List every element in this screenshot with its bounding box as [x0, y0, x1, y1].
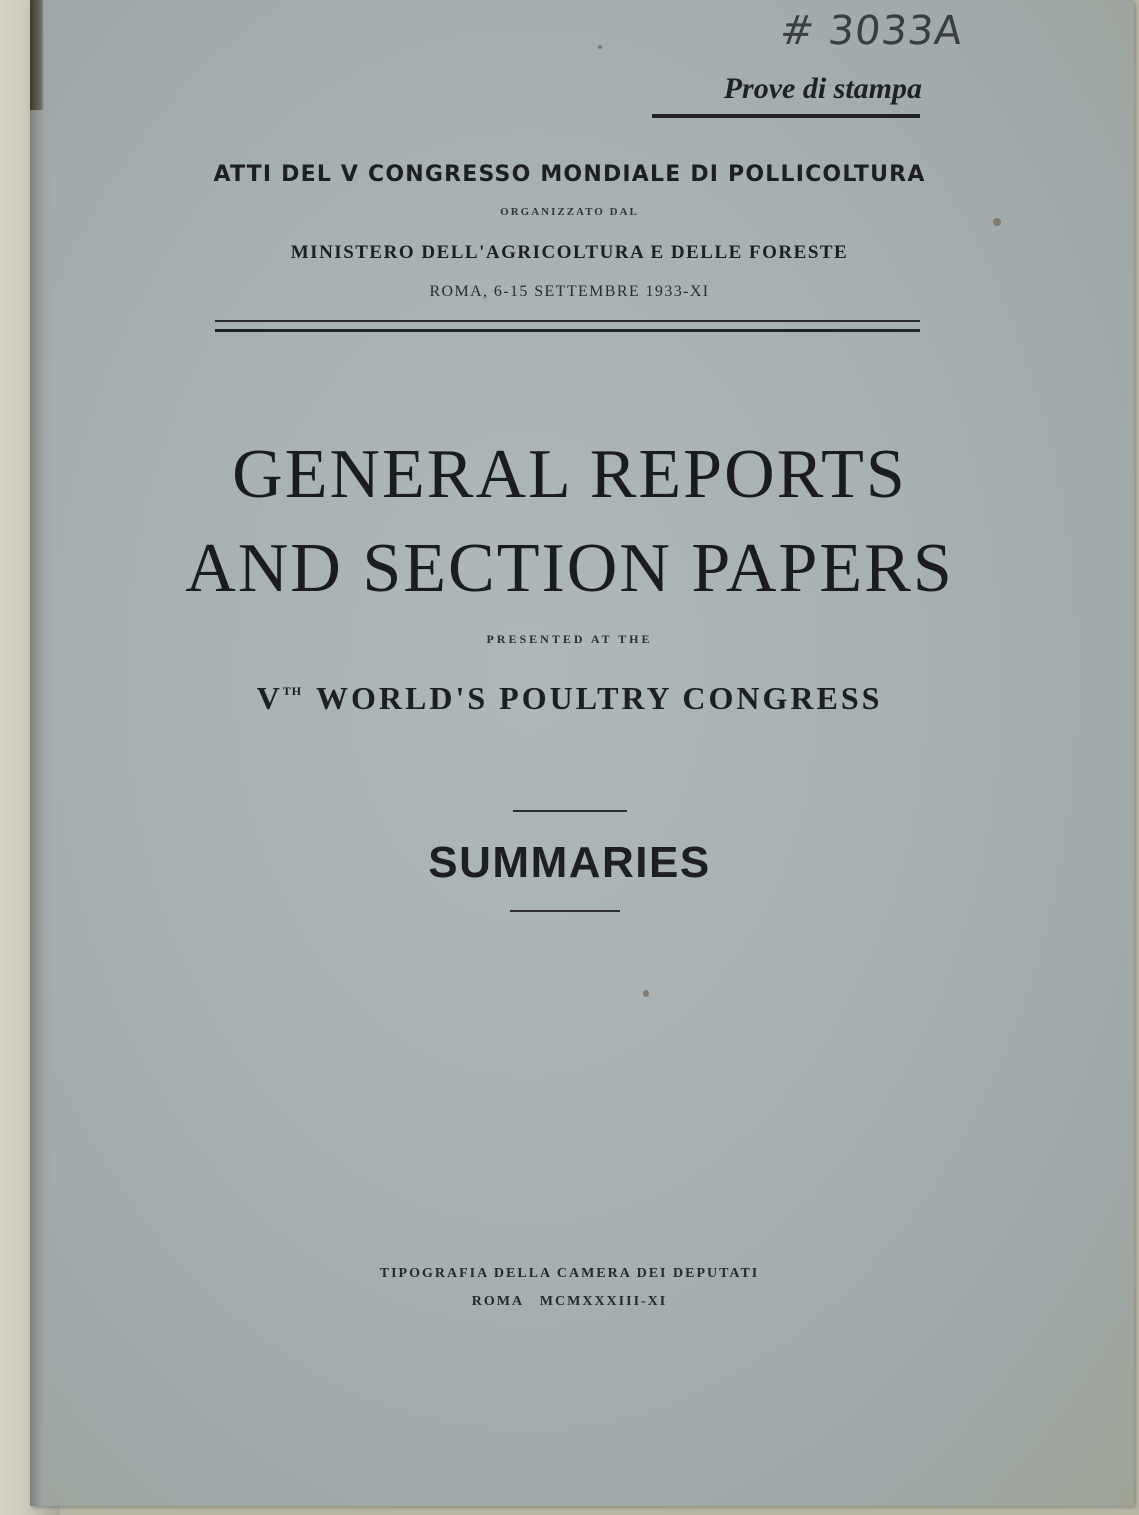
summaries-rule-top	[513, 810, 627, 812]
summaries-rule-bottom	[510, 910, 620, 912]
main-title-line-2: AND SECTION PAPERS	[185, 530, 954, 607]
main-title	[0, 428, 1139, 616]
paper-speck	[598, 45, 602, 49]
proof-stamp-underline	[652, 114, 920, 118]
handwritten-catalog-number: # 3033A	[777, 8, 966, 54]
header-rule-thick	[215, 329, 920, 332]
congress-heading	[0, 162, 1139, 187]
place-and-dates: ROMA, 6-15 SETTEMBRE 1933-XI	[429, 283, 710, 300]
header-rule-thin	[215, 320, 920, 322]
ministry-name: MINISTERO DELL'AGRICOLTURA E DELLE FORESTE	[290, 242, 849, 263]
printer-city-year: ROMA MCMXXXIII-XI	[471, 1294, 668, 1309]
congress-name	[0, 680, 1139, 717]
congress-name-text: WORLD'S POULTRY CONGRESS	[316, 680, 883, 716]
spine-wear	[30, 0, 44, 110]
paper-speck	[993, 218, 1001, 226]
organized-by-label: ORGANIZZATO DAL	[500, 206, 639, 218]
main-title-line-1: GENERAL REPORTS	[232, 436, 907, 513]
congress-ordinal-suffix: TH	[282, 684, 303, 698]
summaries-heading: SUMMARIES	[428, 838, 711, 887]
congress-ordinal: V	[256, 680, 283, 716]
paper-speck	[643, 990, 649, 997]
congress-heading-text: ATTI DEL V CONGRESSO MONDIALE DI POLLICOLTURA	[213, 162, 926, 187]
presented-at-label: PRESENTED AT THE	[486, 632, 653, 646]
proof-stamp-label: Prove di stampa	[723, 72, 922, 105]
printer-name: TIPOGRAFIA DELLA CAMERA DEI DEPUTATI	[379, 1266, 760, 1281]
